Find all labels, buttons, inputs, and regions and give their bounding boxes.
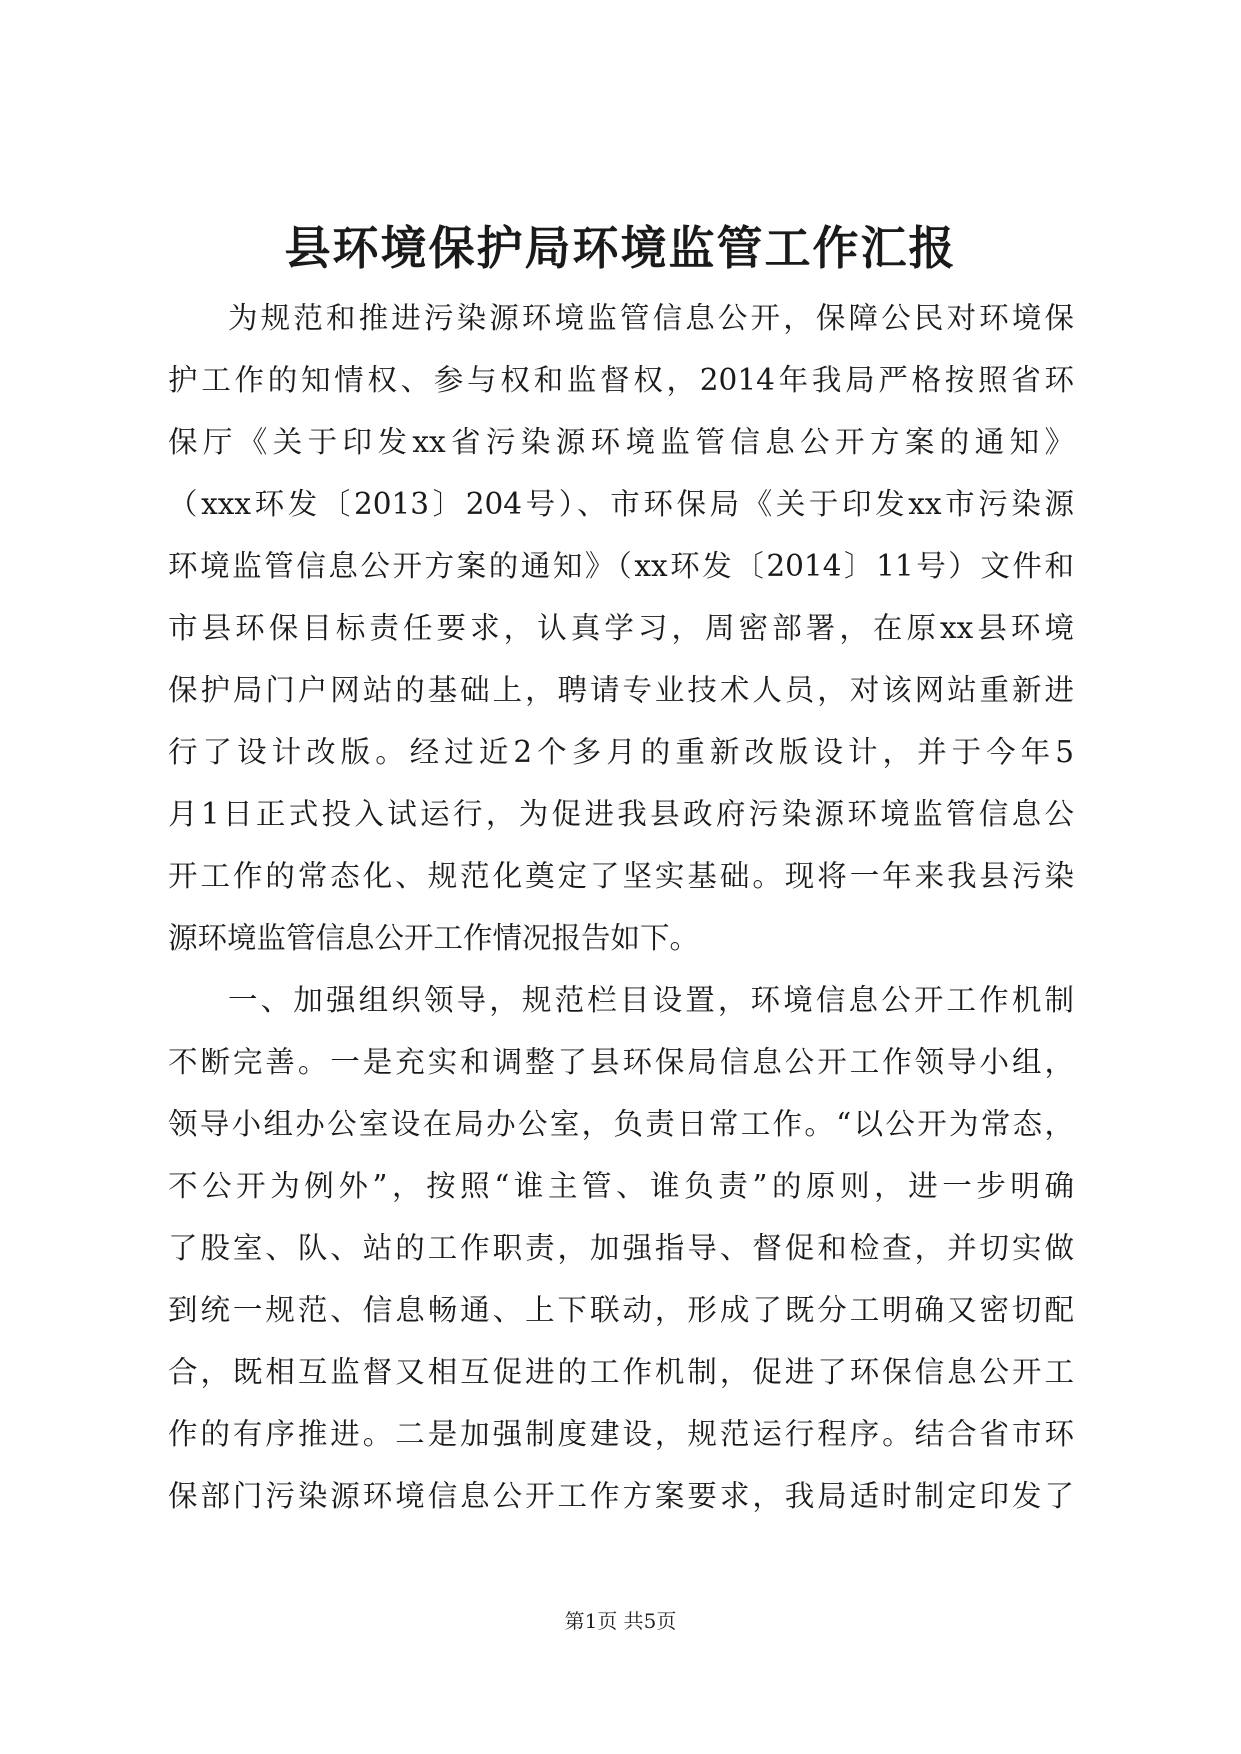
body-line: 领导小组办公室设在局办公室，负责日常工作。“以公开为常态， [168,1107,1074,1141]
page-number: 第1页 共5页 [564,1609,677,1633]
body-line: （xxx环发〔2013〕204号）、市环保局《关于印发xx市污染源 [168,487,1074,521]
body-line: 作的有序推进。二是加强制度建设，规范运行程序。结合省市环 [168,1417,1074,1451]
body-line: 环境监管信息公开方案的通知》（xx环发〔2014〕11号）文件和 [168,549,1074,583]
body-line: 不公开为例外”，按照“谁主管、谁负责”的原则，进一步明确 [168,1169,1074,1203]
document-title: 县环境保护局环境监管工作汇报 [284,221,957,275]
body-line: 保部门污染源环境信息公开工作方案要求，我局适时制定印发了 [168,1479,1074,1513]
body-line: 为规范和推进污染源环境监管信息公开，保障公民对环境保 [228,301,1074,335]
body-line: 行了设计改版。经过近2个多月的重新改版设计，并于今年5 [168,735,1074,769]
body-line: 不断完善。一是充实和调整了县环保局信息公开工作领导小组， [168,1045,1074,1079]
body-line: 源环境监管信息公开工作情况报告如下。 [168,921,700,955]
body-line: 护工作的知情权、参与权和监督权，2014年我局严格按照省环 [168,363,1074,397]
body-line: 市县环保目标责任要求，认真学习，周密部署，在原xx县环境 [168,611,1074,645]
document-body [168,287,1074,1527]
body-line: 保厅《关于印发xx省污染源环境监管信息公开方案的通知》 [168,425,1074,459]
body-line: 一、加强组织领导，规范栏目设置，环境信息公开工作机制 [228,983,1074,1017]
body-line: 了股室、队、站的工作职责，加强指导、督促和检查，并切实做 [168,1231,1074,1265]
body-line: 开工作的常态化、规范化奠定了坚实基础。现将一年来我县污染 [168,859,1074,893]
body-line: 合，既相互监督又相互促进的工作机制，促进了环保信息公开工 [168,1355,1074,1389]
body-line: 月1日正式投入试运行，为促进我县政府污染源环境监管信息公 [168,797,1074,831]
body-line: 到统一规范、信息畅通、上下联动，形成了既分工明确又密切配 [168,1293,1074,1327]
body-line: 保护局门户网站的基础上，聘请专业技术人员，对该网站重新进 [168,673,1074,707]
